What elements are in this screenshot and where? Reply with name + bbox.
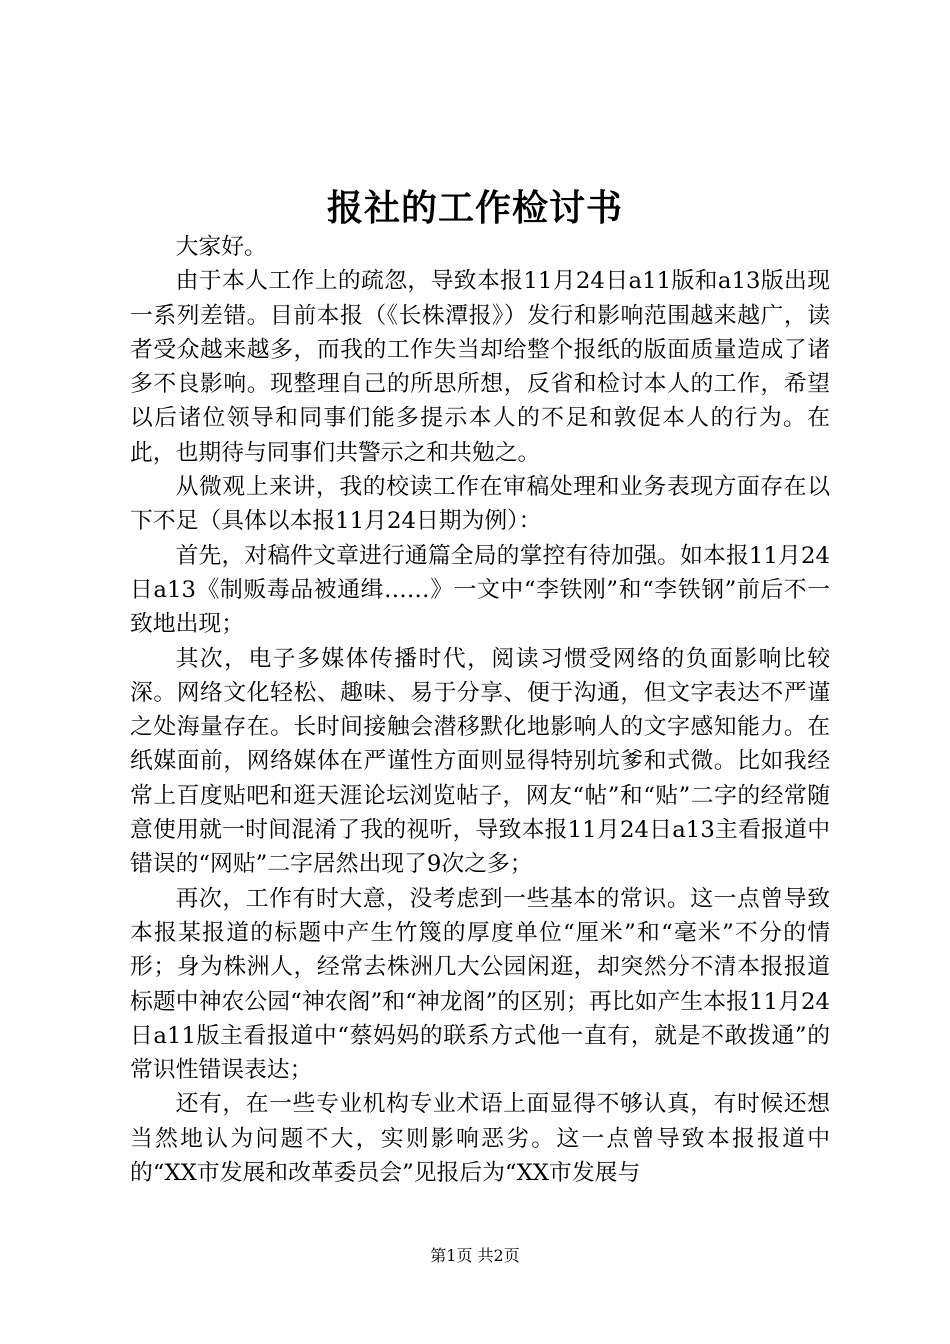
paragraph-second: 其次，电子多媒体传播时代，阅读习惯受网络的负面影响比较深。网络文化轻松、趣味、易于分享、便于沟通，但文字表达不严谨之处海量存在。长时间接触会潜移默化地影响人的文字感知能力。在纸媒面前，网络媒体在严谨性方面则显得特别坑爹和式微。比如我经常上百度贴吧和逛天涯论坛浏览帖子，网友“帖”和“贴”二字的经常随意使用就一时间混淆了我的视听，导致本报11月24日a13主看报道中错误的“网贴”二字居然出现了9次之多； (130, 645, 830, 878)
paragraph-fourth: 还有，在一些专业机构专业术语上面显得不够认真，有时候还想当然地认为问题不大，实则影响恶劣。这一点曾导致本报报道中的“XX市发展和改革委员会”见报后为“XX市发展与 (130, 1091, 830, 1187)
page-footer: 第1页 共2页 (430, 1246, 520, 1265)
document-title: 报社的工作检讨书 (326, 187, 623, 229)
paragraph-intro: 由于本人工作上的疏忽，导致本报11月24日a11版和a13版出现一系列差错。目前本报（《长株潭报》）发行和影响范围越来越广，读者受众越来越多，而我的工作失当却给整个报纸的版面质量造成了诸多不良影响。现整理自己的所思所想，反省和检讨本人的工作，希望以后诸位领导和同事们能多提示本人的不足和敦促本人的行为。在此，也期待与同事们共警示之和共勉之。 (130, 268, 830, 466)
paragraph-third: 再次，工作有时大意，没考虑到一些基本的常识。这一点曾导致本报某报道的标题中产生竹篾的厚度单位“厘米”和“毫米”不分的情形；身为株洲人，经常去株洲几大公园闲逛，却突然分不清本报报道标题中神农公园“神农阁”和“神龙阁”的区别；再比如产生本报11月24日a11版主看报道中“蔡妈妈的联系方式他一直有，就是不敢拨通”的常识性错误表达； (130, 885, 830, 1084)
paragraph-overview: 从微观上来讲，我的校读工作在审稿处理和业务表现方面存在以下不足（具体以本报11月24日期为例）： (130, 474, 830, 535)
paragraph-greeting: 大家好。 (175, 234, 267, 260)
paragraph-first: 首先，对稿件文章进行通篇全局的掌控有待加强。如本报11月24日a13《制贩毒品被通缉……》一文中“李铁刚”和“李铁钢”前后不一致地出现； (130, 542, 830, 638)
document-body (130, 230, 830, 1190)
